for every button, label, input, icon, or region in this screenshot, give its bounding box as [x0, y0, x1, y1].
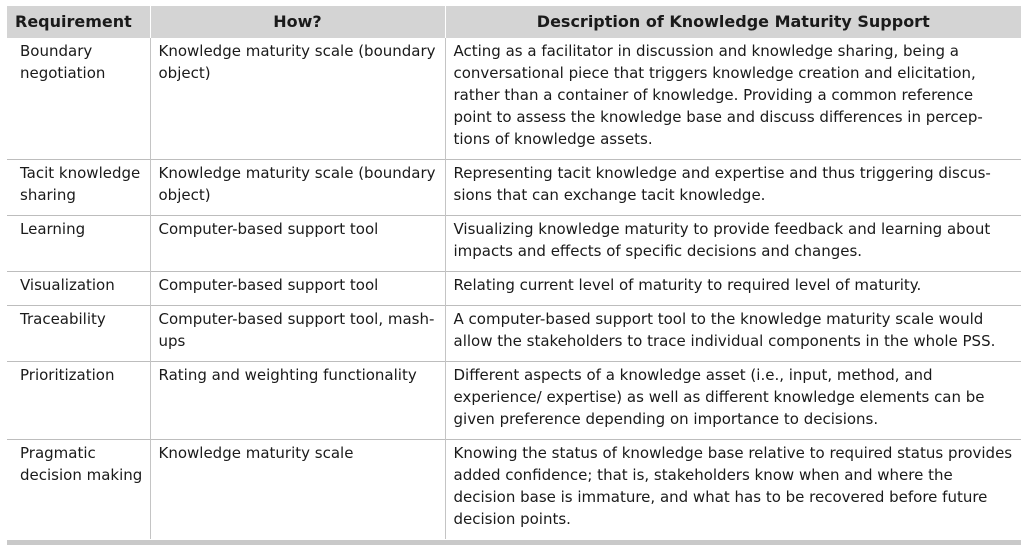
table-body	[7, 38, 1021, 539]
cell-how: Knowledge maturity scale	[150, 440, 445, 540]
cell-how: Knowledge maturity scale (boundary object)	[150, 38, 445, 160]
cell-description: Different aspects of a knowledge asset (i.e., input, method, and experience/ expertise) as well as different knowledge elements can be given preference depending on importance to decisions.	[445, 362, 1021, 440]
cell-how: Computer-based support tool	[150, 216, 445, 272]
header-row	[7, 6, 1021, 38]
cell-description: Visualizing knowledge maturity to provide feedback and learning about impacts and effects of specific decisions and changes.	[445, 216, 1021, 272]
cell-how: Computer-based support tool, mash-ups	[150, 306, 445, 362]
cell-how: Knowledge maturity scale (boundary object)	[150, 160, 445, 216]
header-requirement: Requirement	[7, 6, 150, 38]
header-how: How?	[150, 6, 445, 38]
cell-how: Rating and weighting functionality	[150, 362, 445, 440]
cell-requirement: Traceability	[7, 306, 150, 362]
table-header	[7, 6, 1021, 38]
cell-requirement: Boundary negotiation	[20, 42, 106, 82]
cell-how: Computer-based support tool	[150, 272, 445, 306]
header-description: Description of Knowledge Maturity Support	[445, 6, 1021, 38]
table-row	[7, 440, 1021, 540]
cell-requirement: Prioritization	[7, 362, 150, 440]
table-row	[7, 306, 1021, 362]
table-row	[7, 362, 1021, 440]
cell-description: Acting as a facilitator in discussion and knowledge sharing, being a conversational piece that triggers knowledge creation and elicitation, rather than a container of knowledge. Providing a common reference point to assess the knowledge base and discuss differences in percep-tions of knowledge assets.	[445, 38, 1021, 160]
cell-description: Knowing the status of knowledge base relative to required status provides added confidence; that is, stakeholders know when and where the decision base is immature, and what has to be recovered before future decision points.	[445, 440, 1021, 540]
knowledge-maturity-table	[7, 6, 1021, 539]
cell-description: A computer-based support tool to the knowledge maturity scale would allow the stakeholders to trace individual components in the whole PSS.	[445, 306, 1021, 362]
table-bottom-rule	[7, 540, 1021, 545]
table-row	[7, 272, 1021, 306]
cell-description: Representing tacit knowledge and expertise and thus triggering discus-sions that can exchange tacit knowledge.	[445, 160, 1021, 216]
cell-requirement: Learning	[7, 216, 150, 272]
table-row	[7, 160, 1021, 216]
cell-requirement: Tacit knowledge sharing	[7, 160, 150, 216]
table-row	[7, 216, 1021, 272]
cell-description: Relating current level of maturity to required level of maturity.	[445, 272, 1021, 306]
table-row	[7, 38, 1021, 160]
cell-requirement: Visualization	[7, 272, 150, 306]
cell-requirement: Pragmatic decision making	[7, 440, 150, 540]
